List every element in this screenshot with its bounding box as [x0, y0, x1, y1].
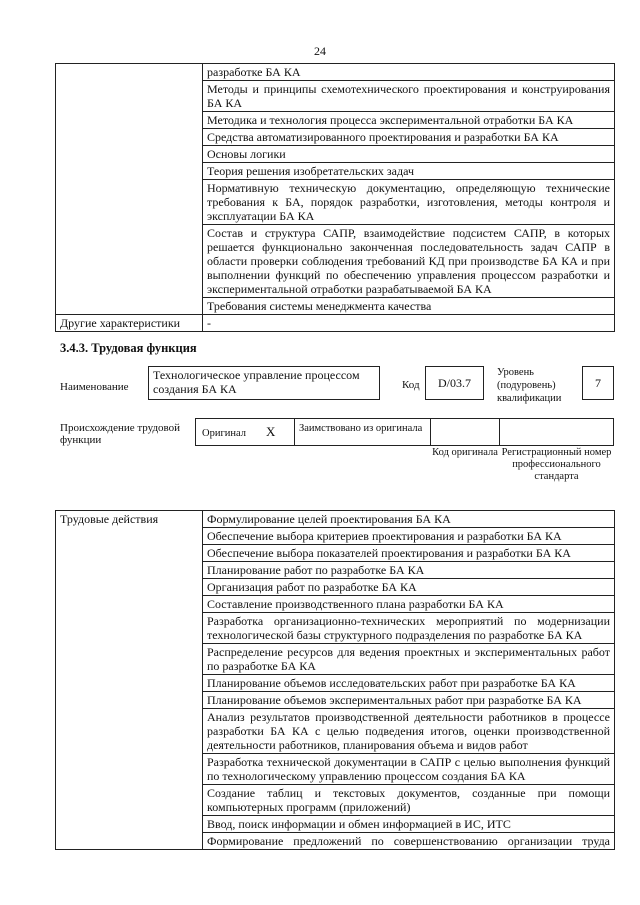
function-name-box	[148, 366, 380, 400]
reg-number-box	[499, 418, 614, 446]
labor-action-item: Создание таблиц и текстовых документов, созданные при помощи компьютерных программ (приложений)	[203, 785, 615, 816]
knowledge-label-cell	[56, 64, 203, 315]
labor-action-item: Формулирование целей проектирования БА КА	[203, 511, 615, 528]
labor-action-item: Составление производственного плана разработки БА КА	[203, 596, 615, 613]
labor-actions-table	[55, 510, 615, 850]
page-number: 24	[314, 44, 326, 58]
reg-number-caption: Регистрационный номер профессионального стандарта	[501, 447, 612, 482]
labor-actions-label: Трудовые действия	[56, 511, 203, 850]
other-characteristics-value: -	[203, 315, 615, 332]
original-mark: Х	[266, 424, 276, 439]
section-title: 3.4.3. Трудовая функция	[60, 341, 197, 355]
labor-action-item: Планирование работ по разработке БА КА	[203, 562, 615, 579]
labor-action-item: Ввод, поиск информации и обмен информацией в ИС, ИТС	[203, 816, 615, 833]
original-label: Оригинал	[202, 428, 246, 439]
code-label: Код	[402, 379, 420, 391]
origin-label: Происхождение трудовой функции	[60, 422, 181, 446]
knowledge-row: Состав и структура САПР, взаимодействие подсистем САПР, в которых решается функционально законченная последовательность задач САПР в области проверки соблюдения требований КД при производстве БА КА и при выполнении функций по обеспечению управления процессом разработки и экспериментальной отработки разрабатываемой БА КА	[203, 225, 615, 298]
knowledge-row: Теория решения изобретательских задач	[203, 163, 615, 180]
knowledge-table	[55, 63, 615, 332]
knowledge-row: Методика и технология процесса экспериментальной отработки БА КА	[203, 112, 615, 129]
labor-action-item: Разработка организационно-технических мероприятий по модернизации технологической базы структурного подразделения по разработке БА КА	[203, 613, 615, 644]
labor-action-item: Организация работ по разработке БА КА	[203, 579, 615, 596]
knowledge-row: Нормативную техническую документацию, определяющую технические требования к БА, порядок разработки, изготовления, методы контроля и эксплуатации БА КА	[203, 180, 615, 225]
origin-code-box	[430, 418, 500, 446]
labor-action-item: Распределение ресурсов для ведения проектных и экспериментальных работ по разработке БА КА	[203, 644, 615, 675]
origin-code-caption: Код оригинала	[432, 447, 498, 458]
function-name-value: Технологическое управление процессом создания БА КА	[153, 368, 360, 396]
labor-action-item: Разработка технической документации в САПР с целью выполнения функций по технологическому управлению процессом создания БА КА	[203, 754, 615, 785]
level-box	[582, 366, 614, 400]
code-box	[425, 366, 484, 400]
labor-action-item: Планирование объемов исследовательских работ при разработке БА КА	[203, 675, 615, 692]
level-value: 7	[595, 376, 601, 390]
labor-action-item: Планирование объемов экспериментальных работ при разработке БА КА	[203, 692, 615, 709]
other-characteristics-label: Другие характеристики	[56, 315, 203, 332]
labor-action-item: Формирование предложений по совершенствованию организации труда	[203, 833, 615, 850]
labor-action-item: Анализ результатов производственной деятельности работников в процессе разработки БА КА с целью подведения итогов, оценки производственной деятельности работников, планирования объема и видов работ	[203, 709, 615, 754]
knowledge-row: Методы и принципы схемотехнического проектирования и конструирования БА КА	[203, 81, 615, 112]
borrowed-label: Заимствовано из оригинала	[299, 423, 423, 434]
knowledge-row: Основы логики	[203, 146, 615, 163]
code-value: D/03.7	[438, 376, 471, 390]
borrowed-box	[294, 418, 431, 446]
original-box	[195, 418, 295, 446]
name-label: Наименование	[60, 381, 129, 393]
knowledge-row: разработке БА КА	[203, 64, 615, 81]
knowledge-row: Требования системы менеджмента качества	[203, 298, 615, 315]
level-label: Уровень (подуровень) квалификации	[497, 367, 562, 404]
knowledge-row: Средства автоматизированного проектирования и разработки БА КА	[203, 129, 615, 146]
labor-action-item: Обеспечение выбора показателей проектирования и разработки БА КА	[203, 545, 615, 562]
labor-action-item: Обеспечение выбора критериев проектирования и разработки БА КА	[203, 528, 615, 545]
